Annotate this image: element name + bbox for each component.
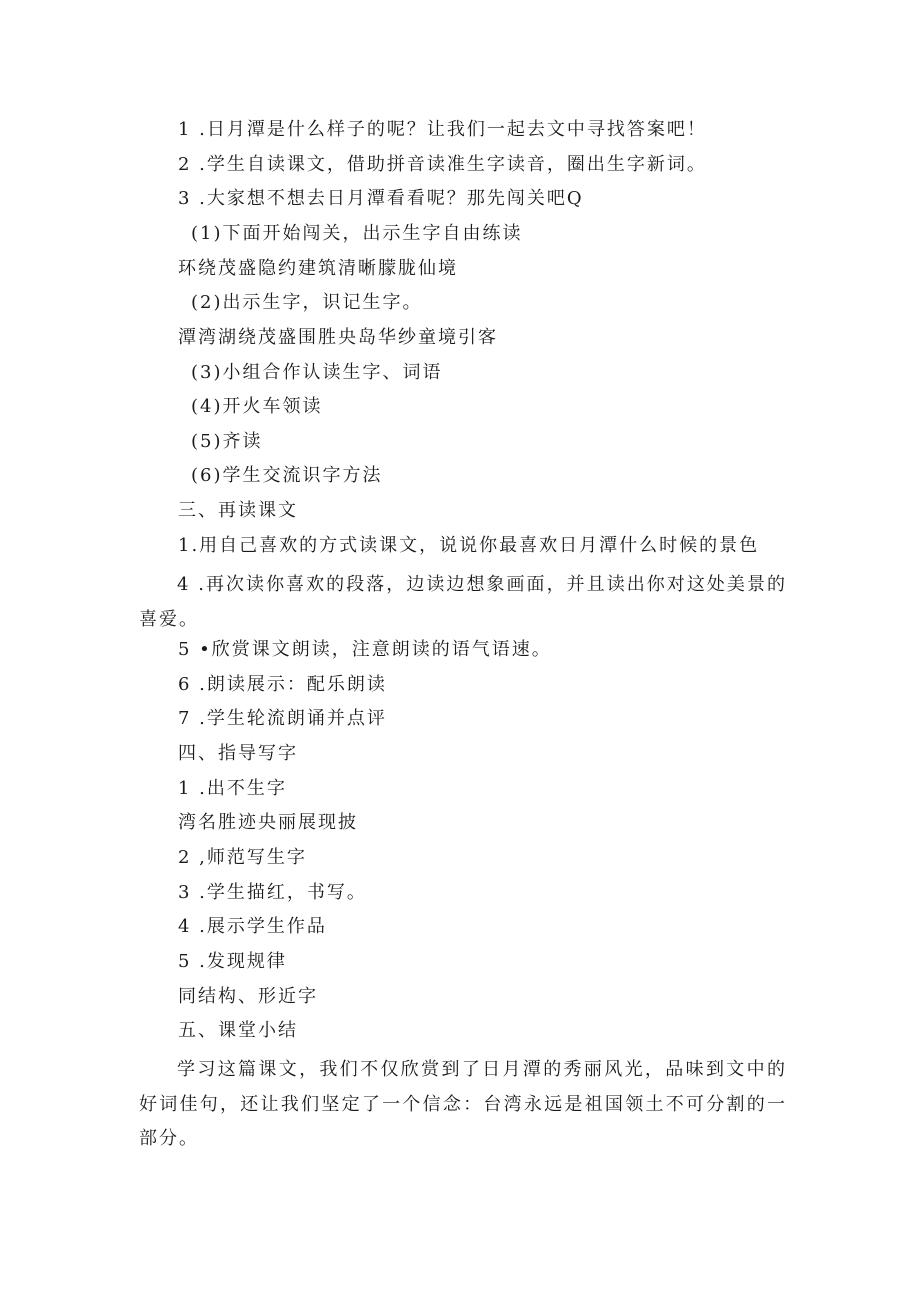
text-line: 3 .大家想不想去日月潭看看呢？那先闯关吧Q bbox=[178, 188, 584, 209]
text-line: 6 .朗读展示：配乐朗读 bbox=[178, 674, 387, 695]
text-line: 1 .日月潭是什么样子的呢？让我们一起去文中寻找答案吧！ bbox=[178, 119, 707, 140]
section-heading: 四、指导写字 bbox=[178, 743, 298, 764]
text-line: (1)下面开始闯关，出示生字自由练读 bbox=[191, 223, 523, 244]
text-line: 5 •欣赏课文朗读，注意朗读的语气语速。 bbox=[178, 639, 552, 660]
text-line: (5)齐读 bbox=[191, 431, 263, 452]
text-line: (3)小组合作认读生字、词语 bbox=[191, 362, 443, 383]
text-line: 潭湾湖绕茂盛围胜央岛华纱童境引客 bbox=[178, 327, 498, 348]
text-line: 1.用自己喜欢的方式读课文，说说你最喜欢日月潭什么时候的景色 bbox=[178, 535, 760, 556]
section-heading: 三、再读课文 bbox=[178, 500, 298, 521]
summary-paragraph: 学习这篇课文，我们不仅欣赏到了日月潭的秀丽风光，品味到文中的好词佳句，还让我们坚定了一个信念：台湾永远是祖国领土不可分割的一部分。 bbox=[139, 1059, 787, 1149]
section-heading: 五、课堂小结 bbox=[178, 1020, 298, 1041]
text-line: 1 .出不生字 bbox=[178, 778, 287, 799]
text-line: 2 ,师范写生字 bbox=[178, 847, 307, 868]
text-line: 4 .展示学生作品 bbox=[178, 916, 327, 937]
text-line: 湾名胜迹央丽展现披 bbox=[178, 812, 358, 833]
text-line: 同结构、形近字 bbox=[178, 986, 318, 1007]
text-line: 环绕茂盛隐约建筑清晰朦胧仙境 bbox=[178, 258, 458, 279]
text-line: (6)学生交流识字方法 bbox=[191, 465, 383, 486]
text-line: (2)出示生字，识记生字。 bbox=[191, 292, 423, 313]
text-line: 7 .学生轮流朗诵并点评 bbox=[178, 708, 387, 729]
text-line: 3 .学生描红，书写。 bbox=[178, 882, 367, 903]
text-line: (4)开火车领读 bbox=[191, 396, 323, 417]
text-paragraph: 4 .再次读你喜欢的段落，边读边想象画面，并且读出你对这处美景的喜爱。 bbox=[139, 574, 787, 630]
text-line: 2 .学生自读课文，借助拼音读准生字读音，圈出生字新词。 bbox=[178, 154, 707, 175]
text-line: 5 .发现规律 bbox=[178, 951, 287, 972]
